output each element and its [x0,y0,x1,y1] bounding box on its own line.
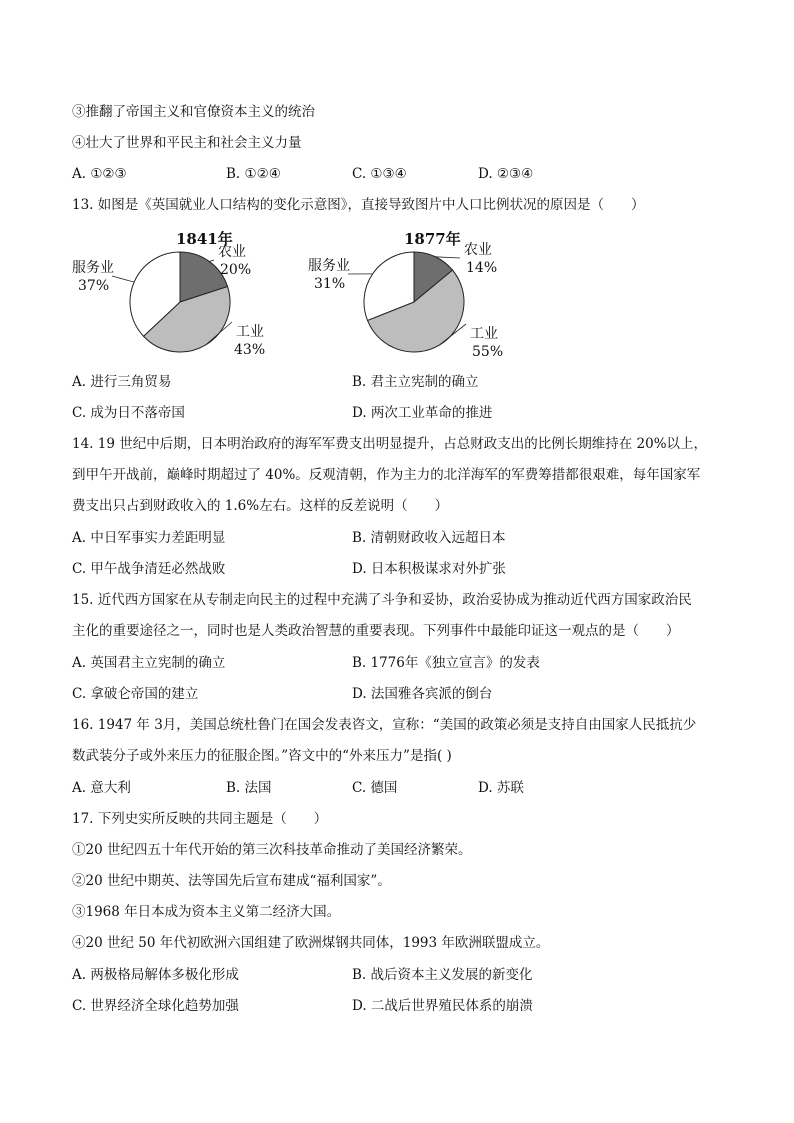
statement-3: ③推翻了帝国主义和官僚资本主义的统治 [72,104,315,120]
option-b: B. 战后资本主义发展的新变化 [352,967,533,983]
pie-slice-label: 农业 [464,242,492,258]
question-17-item: ②20 世纪中期英、法等国先后宣布建成“福利国家”。 [72,873,391,889]
option-d: D. ②③④ [478,166,534,182]
pie-chart-title: 1841年 [176,230,233,248]
pie-slice-label: 工业 [470,326,498,342]
option-d: D. 二战后世界殖民体系的崩溃 [352,998,533,1014]
pie-slice-value-label: 31% [314,276,346,292]
pie-slice-label: 农业 [218,244,246,260]
option-d: D. 苏联 [478,780,524,796]
pie-slice-value-label: 55% [472,344,504,360]
question-17-item: ④20 世纪 50 年代初欧洲六国组建了欧洲煤钢共同体，1993 年欧洲联盟成立。 [72,935,550,951]
question-17-stem: 17. 下列史实所反映的共同主题是（ ） [72,811,328,827]
pie-slice-label: 工业 [236,324,264,340]
question-17-item: ③1968 年日本成为资本主义第二经济大国。 [72,904,341,920]
pie-slice-value-label: 37% [78,278,110,294]
option-b: B. 1776年《独立宣言》的发表 [352,655,540,671]
option-b: B. 君主立宪制的确立 [352,374,479,390]
pie-slice-value-label: 43% [234,342,266,358]
pie-slice-value-label: 20% [220,262,252,278]
pie-slice-label: 服务业 [72,260,114,276]
question-13-stem: 13. 如图是《英国就业人口结构的变化示意图》，直接导致图片中人口比例状况的原因是（ ） [72,197,645,213]
pie-chart-title: 1877年 [404,230,461,248]
option-a: A. 意大利 [72,780,131,796]
option-c: C. 成为日不落帝国 [72,405,185,421]
pie-leader-line [112,276,134,282]
pie-leader-line [435,257,460,258]
pie-leader-line [209,260,214,262]
pie-charts-figure [60,226,520,362]
pie-slice-label: 服务业 [308,258,350,274]
option-a: A. 进行三角贸易 [72,374,172,390]
option-c: C. 甲午战争清廷必然战败 [72,561,226,577]
option-c: C. 德国 [352,780,398,796]
option-d: D. 法国雅各宾派的倒台 [352,686,493,702]
option-c: C. 拿破仑帝国的建立 [72,686,199,702]
question-14-stem-line: 到甲午开战前，巅峰时期超过了 40%。反观清朝，作为主力的北洋海军的军费筹措都很艰难，每年国家军 [72,467,701,483]
question-17-item: ①20 世纪四五十年代开始的第三次科技革命推动了美国经济繁荣。 [72,842,472,858]
option-d: D. 日本积极谋求对外扩张 [352,561,506,577]
option-d: D. 两次工业革命的推进 [352,405,493,421]
question-15-stem-line: 15. 近代西方国家在从专制走向民主的过程中充满了斗争和妥协，政治妥协成为推动近代西方国家政治民 [72,592,692,608]
question-14-stem-line: 费支出只占到财政收入的 1.6%左右。这样的反差说明（ ） [72,498,449,514]
option-c: C. ①③④ [352,166,407,182]
option-a: A. 两极格局解体多极化形成 [72,967,239,983]
statement-4: ④壮大了世界和平民主和社会主义力量 [72,135,302,151]
question-16-stem-line: 数武装分子或外来压力的征服企图。”咨文中的“外来压力”是指( ) [72,748,452,764]
option-b: B. 清朝财政收入远超日本 [352,530,506,546]
option-c: C. 世界经济全球化趋势加强 [72,998,239,1014]
option-a: A. 中日军事实力差距明显 [72,530,226,546]
pie-slice-value-label: 14% [466,260,498,276]
question-14-stem-line: 14. 19 世纪中后期，日本明治政府的海军军费支出明显提升，占总财政支出的比例长期维持在 20%以上， [72,436,708,452]
question-15-stem-line: 主化的重要途径之一，同时也是人类政治智慧的重要表现。下列事件中最能印证这一观点的是（ ） [72,623,680,639]
option-a: A. ①②③ [72,166,127,182]
option-b: B. 法国 [226,780,272,796]
option-a: A. 英国君主立宪制的确立 [72,655,226,671]
option-b: B. ①②④ [226,166,281,182]
question-16-stem-line: 16. 1947 年 3月，美国总统杜鲁门在国会发表咨文，宣称：“美国的政策必须是支持自由国家人民抵抗少 [72,717,697,733]
